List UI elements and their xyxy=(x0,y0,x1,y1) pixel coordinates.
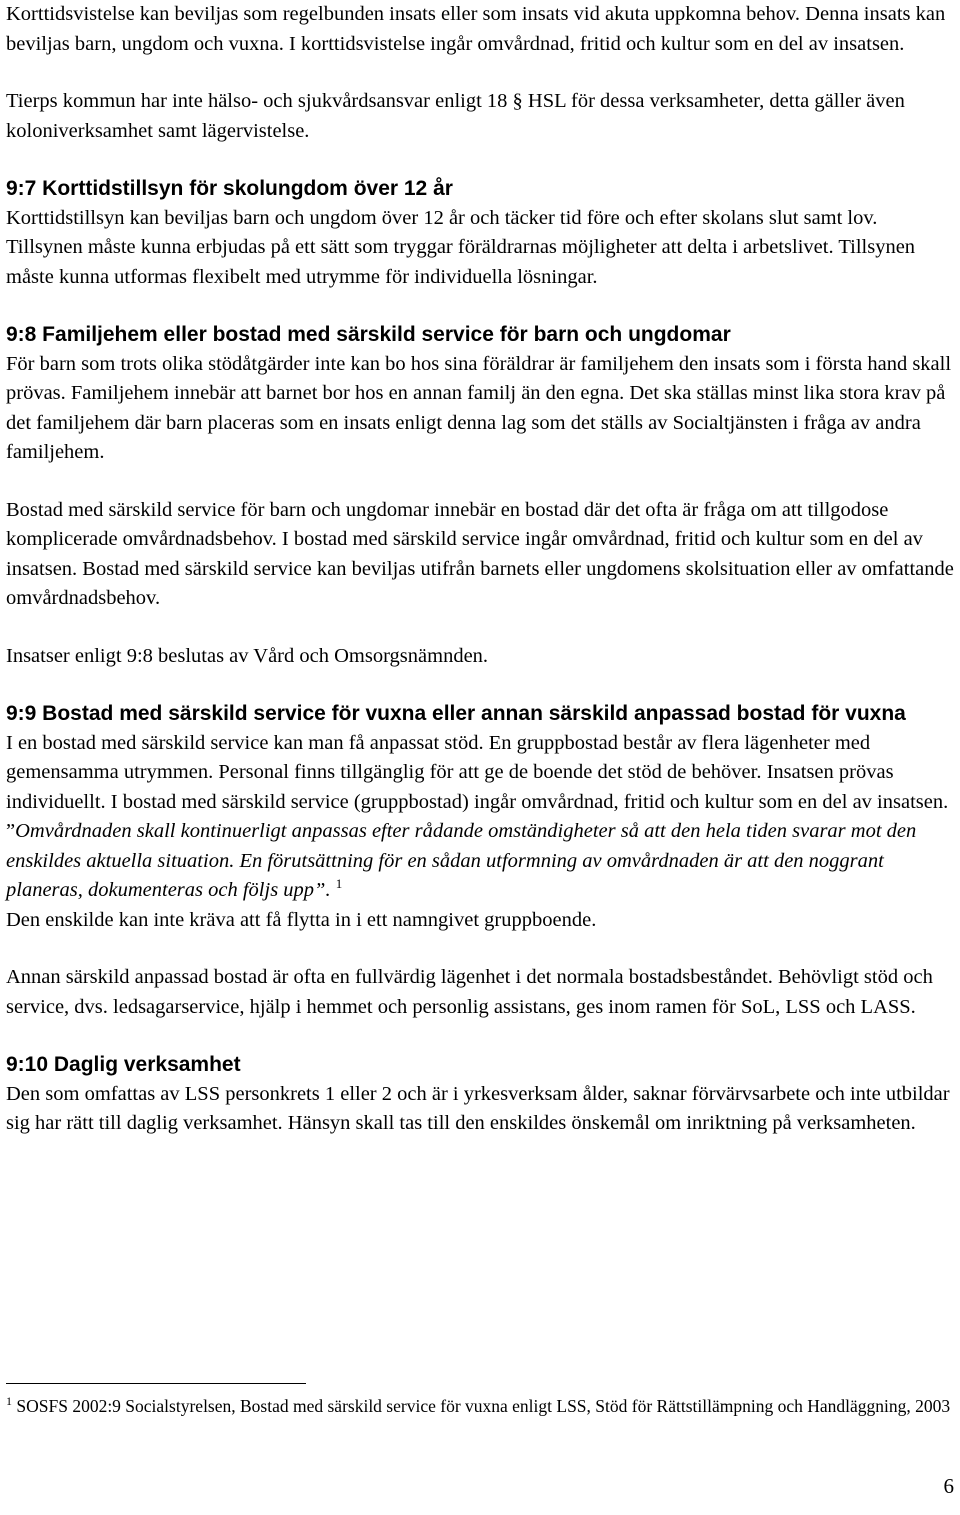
heading-9-7: 9:7 Korttidstillsyn för skolungdom över 12 år xyxy=(6,177,453,200)
page-number: 6 xyxy=(943,1474,954,1498)
paragraph-9-8-familjehem: För barn som trots olika stödåtgärder inte kan bo hos sina föräldrar är familjehem den insats som i första hand skall prövas. Familjehem innebär att barnet bor hos en annan familj än den egna. Det ska ställas minst lika stora krav på det familjehem där barn placeras som en insats enligt denna lag som det ställs av Socialtjänsten i fråga av andra familjehem. xyxy=(6,352,952,463)
paragraph-9-9-namngivet: Den enskilde kan inte kräva att få flytta in i ett namngivet gruppboende. xyxy=(6,908,597,931)
paragraph-9-9-annan-bostad: Annan särskild anpassad bostad är ofta en fullvärdig lägenhet i det normala bostadsbeståndet. Behövligt stöd och service, dvs. ledsagarservice, hjälp i hemmet och personlig assistans, ges inom ramen för SoL, LSS och LASS. xyxy=(6,966,933,1018)
paragraph-9-7: Korttidstillsyn kan beviljas barn och ungdom över 12 år och täcker tid före och efter skolans slut samt lov. Tillsynen måste kunna erbjudas på ett sätt som tryggar föräldrarnas möjligheter att delta i arbetslivet. Tillsynen måste kunna utformas flexibelt med utrymme för individuella lösningar. xyxy=(6,206,916,288)
paragraph-9-9-gruppbostad xyxy=(6,729,954,906)
footnote-separator xyxy=(6,1383,306,1384)
paragraph-9-9-plain-text: I en bostad med särskild service kan man få anpassat stöd. En gruppbostad består av flera lägenheter med gemensamma utrymmen. Personal finns tillgänglig för att ge de boende det stöd de behöver. Insatsen prövas individuellt. I bostad med särskild service (gruppbostad) ingår omvårdnad, fritid och kultur som en del av insatsen. ” xyxy=(6,731,949,842)
paragraph-9-10: Den som omfattas av LSS personkrets 1 eller 2 och är i yrkesverksam ålder, saknar förvärvsarbete och inte utbildar sig har rätt till daglig verksamhet. Hänsyn skall tas till den enskildes önskemål om inriktning på verksamheten. xyxy=(6,1082,950,1134)
quotation-omvardnad: Omvårdnaden skall kontinuerligt anpassas efter rådande omständigheter så att den hela tiden svarar mot den enskildes aktuella situation. En förutsättning för en sådan utformning av omvårdnaden är att den noggrant planeras, dokumenteras och följs upp”. xyxy=(6,820,917,901)
footnote-marker: 1 xyxy=(6,1394,12,1409)
document-body xyxy=(6,0,954,1139)
heading-9-8: 9:8 Familjehem eller bostad med särskild service för barn och ungdomar xyxy=(6,323,731,346)
footnote-text: SOSFS 2002:9 Socialstyrelsen, Bostad med särskild service för vuxna enligt LSS, Stöd för Rättstillämpning och Handläggning, 2003 xyxy=(12,1396,951,1416)
paragraph-hsl: Tierps kommun har inte hälso- och sjukvårdsansvar enligt 18 § HSL för dessa verksamheter, detta gäller även koloniverksamhet samt lägervistelse. xyxy=(6,90,905,142)
heading-9-9: 9:9 Bostad med särskild service för vuxna eller annan särskild anpassad bostad för vuxna xyxy=(6,702,906,725)
paragraph-korttidsvistelse: Korttidsvistelse kan beviljas som regelbunden insats eller som insats vid akuta uppkomna behov. Denna insats kan beviljas barn, ungdom och vuxna. I korttidsvistelse ingår omvårdnad, fritid och kultur som en del av insatsen. xyxy=(6,3,946,55)
paragraph-9-8-beslut: Insatser enligt 9:8 beslutas av Vård och Omsorgsnämnden. xyxy=(6,644,489,667)
paragraph-9-8-bostad: Bostad med särskild service för barn och ungdomar innebär en bostad där det ofta är fråga om att tillgodose komplicerade omvårdnadsbehov. I bostad med särskild service ingår omvårdnad, fritid och kultur som en del av insatsen. Bostad med särskild service kan beviljas utifrån barnets eller ungdomens skolsituation eller av omfattande omvårdnadsbehov. xyxy=(6,498,954,609)
footnote xyxy=(6,1394,954,1419)
heading-9-10: 9:10 Daglig verksamhet xyxy=(6,1053,241,1076)
footnote-reference: 1 xyxy=(335,876,343,892)
